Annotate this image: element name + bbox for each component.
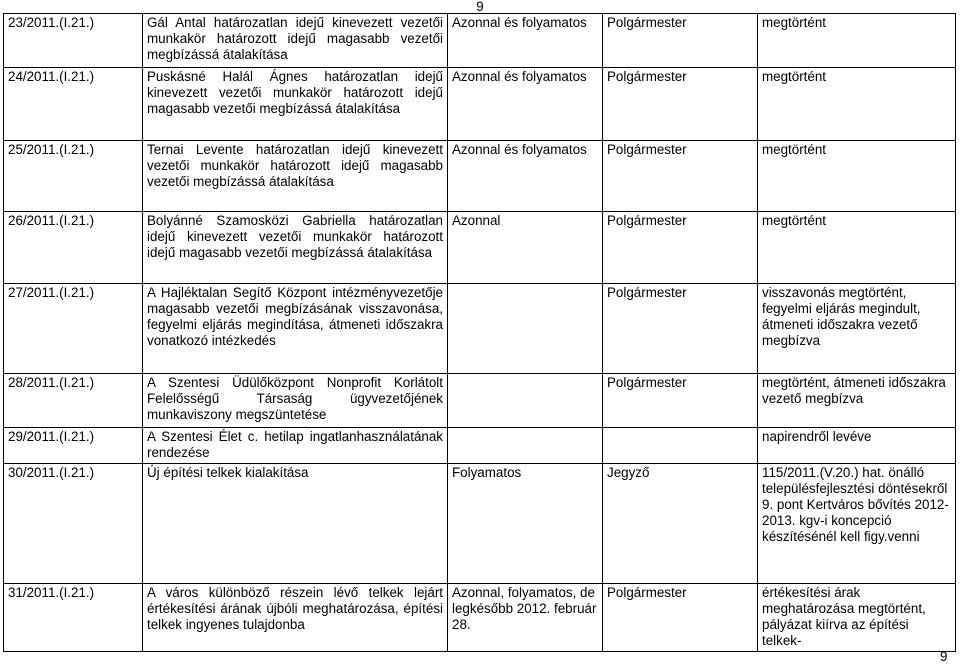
- resolution-status: megtörtént: [758, 212, 956, 284]
- resolutions-table: [3, 13, 956, 652]
- resolution-id: 29/2011.(I.21.): [4, 428, 143, 464]
- resolution-subject: A Szentesi Üdülőközpont Nonprofit Korlátolt Felelősségű Társaság ügyvezetőjének munkaviszony megszüntetése: [143, 374, 448, 428]
- resolution-status: megtörtént: [758, 14, 956, 68]
- resolution-responsible: Polgármester: [603, 68, 758, 141]
- resolution-responsible: [603, 428, 758, 464]
- page-number-bottom: 9: [940, 649, 948, 664]
- resolution-deadline: Azonnal, folyamatos, de legkésőbb 2012. február 28.: [448, 584, 603, 652]
- resolution-status: visszavonás megtörtént, fegyelmi eljárás megindult, átmeneti időszakra vezető megbízva: [758, 284, 956, 374]
- table-row: [4, 584, 956, 652]
- resolution-subject: A Hajléktalan Segítő Központ intézményvezetője magasabb vezetői megbízásának visszavonása, fegyelmi eljárás megindítása, átmeneti időszakra vonatkozó intézkedés: [143, 284, 448, 374]
- resolution-status: megtörtént: [758, 68, 956, 141]
- table-row: [4, 68, 956, 141]
- table-row: [4, 14, 956, 68]
- resolution-responsible: Polgármester: [603, 584, 758, 652]
- resolution-id: 25/2011.(I.21.): [4, 141, 143, 212]
- table-row: [4, 464, 956, 584]
- resolution-deadline: Azonnal és folyamatos: [448, 68, 603, 141]
- resolution-responsible: Polgármester: [603, 141, 758, 212]
- resolution-deadline: Azonnal és folyamatos: [448, 14, 603, 68]
- resolution-id: 23/2011.(I.21.): [4, 14, 143, 68]
- resolution-responsible: Polgármester: [603, 14, 758, 68]
- table-row: [4, 212, 956, 284]
- resolution-subject: Bolyánné Szamosközi Gabriella határozatlan idejű kinevezett vezetői munkakör határozott idejű magasabb vezetői megbízássá átalakítása: [143, 212, 448, 284]
- resolution-responsible: Jegyző: [603, 464, 758, 584]
- resolution-responsible: Polgármester: [603, 374, 758, 428]
- resolution-status: értékesítési árak meghatározása megtörtént, pályázat kiírva az építési telkek-: [758, 584, 956, 652]
- table-row: [4, 428, 956, 464]
- resolution-id: 27/2011.(I.21.): [4, 284, 143, 374]
- resolution-subject: Új építési telkek kialakítása: [143, 464, 448, 584]
- resolution-id: 30/2011.(I.21.): [4, 464, 143, 584]
- resolution-id: 26/2011.(I.21.): [4, 212, 143, 284]
- resolution-id: 28/2011.(I.21.): [4, 374, 143, 428]
- table-row: [4, 284, 956, 374]
- resolution-subject: Gál Antal határozatlan idejű kinevezett vezetői munkakör határozott idejű magasabb vezetői megbízássá átalakítása: [143, 14, 448, 68]
- table-row: [4, 374, 956, 428]
- resolution-status: megtörtént: [758, 141, 956, 212]
- resolution-deadline: [448, 284, 603, 374]
- resolution-subject: A város különböző részein lévő telkek lejárt értékesítési árának újbóli meghatározása, építési telkek ingyenes tulajdonba: [143, 584, 448, 652]
- resolution-responsible: Polgármester: [603, 284, 758, 374]
- resolution-deadline: Azonnal: [448, 212, 603, 284]
- resolution-id: 31/2011.(I.21.): [4, 584, 143, 652]
- page-number-top: 9: [476, 0, 484, 14]
- resolution-status: napirendről levéve: [758, 428, 956, 464]
- resolution-status: 115/2011.(V.20.) hat. önálló településfejlesztési döntésekről 9. pont Kertváros bővítés 2012-2013. kgv-i koncepció készítésénél kell figy.venni: [758, 464, 956, 584]
- resolution-deadline: [448, 428, 603, 464]
- resolution-id: 24/2011.(I.21.): [4, 68, 143, 141]
- resolution-responsible: Polgármester: [603, 212, 758, 284]
- resolution-deadline: Azonnal és folyamatos: [448, 141, 603, 212]
- resolution-subject: A Szentesi Élet c. hetilap ingatlanhasználatának rendezése: [143, 428, 448, 464]
- resolution-deadline: Folyamatos: [448, 464, 603, 584]
- resolution-deadline: [448, 374, 603, 428]
- table-row: [4, 141, 956, 212]
- resolution-subject: Puskásné Halál Ágnes határozatlan idejű kinevezett vezetői munkakör határozott idejű magasabb vezetői megbízássá átalakítása: [143, 68, 448, 141]
- resolution-status: megtörtént, átmeneti időszakra vezető megbízva: [758, 374, 956, 428]
- resolution-subject: Ternai Levente határozatlan idejű kinevezett vezetői munkakör határozott idejű magasabb vezetői megbízássá átalakítása: [143, 141, 448, 212]
